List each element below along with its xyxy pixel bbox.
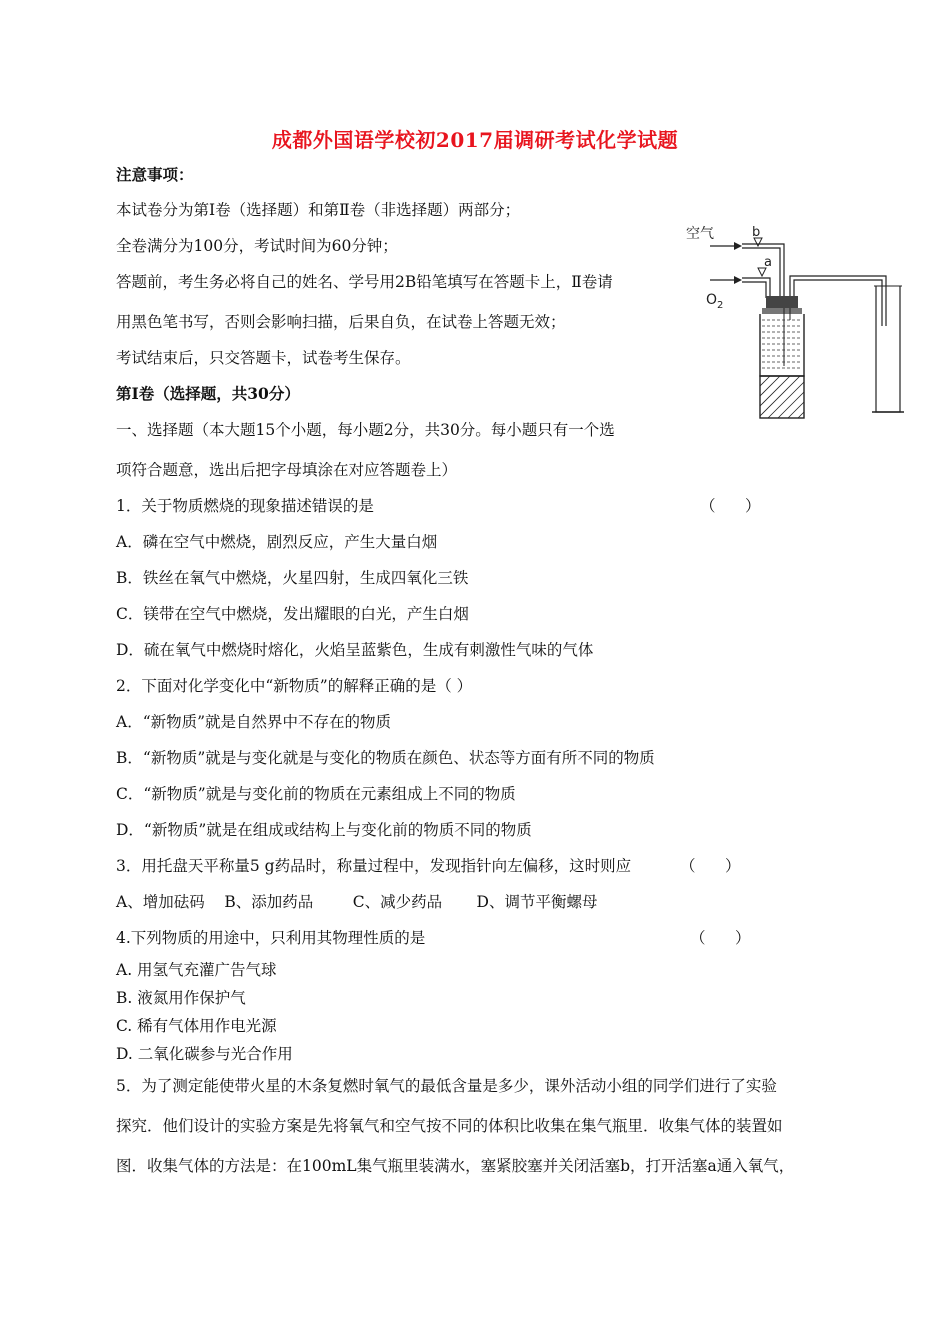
q2-option-a: A．“新物质”就是自然界中不存在的物质 bbox=[116, 713, 392, 731]
q5-line-1: 5．为了测定能使带火星的木条复燃时氧气的最低含量是多少，课外活动小组的同学们进行了实验 bbox=[116, 1077, 777, 1095]
q5-line-2: 探究．他们设计的实验方案是先将氧气和空气按不同的体积比收集在集气瓶里．收集气体的装置如 bbox=[116, 1117, 783, 1135]
apparatus-diagram bbox=[686, 216, 920, 421]
q3-answer-paren: （ ） bbox=[680, 857, 741, 875]
q1-option-d: D．硫在氧气中燃烧时熔化，火焰呈蓝紫色，生成有刺激性气味的气体 bbox=[116, 641, 594, 659]
section1-heading: 第Ⅰ卷（选择题，共30分） bbox=[116, 384, 300, 403]
valve-a-label: a bbox=[764, 255, 772, 270]
q1-stem: 1．关于物质燃烧的现象描述错误的是 bbox=[116, 497, 374, 515]
notice-line-4: 用黑色笔书写，否则会影响扫描，后果自负，在试卷上答题无效； bbox=[116, 313, 566, 331]
q4-stem: 4.下列物质的用途中，只利用其物理性质的是 bbox=[116, 929, 426, 947]
q4-option-b: B. 液氮用作保护气 bbox=[116, 989, 246, 1007]
q5-line-3: 图．收集气体的方法是：在100mL集气瓶里装满水，塞紧胶塞并关闭活塞b，打开活塞a通入氧气， bbox=[116, 1157, 795, 1175]
page-title: 成都外国语学校初2017届调研考试化学试题 bbox=[271, 128, 679, 152]
q4-option-a: A. 用氢气充灌广告气球 bbox=[116, 961, 277, 979]
q1-option-b: B．铁丝在氧气中燃烧，火星四射，生成四氧化三铁 bbox=[116, 569, 469, 587]
notice-heading: 注意事项： bbox=[116, 165, 194, 184]
q1-option-a: A．磷在空气中燃烧，剧烈反应，产生大量白烟 bbox=[116, 533, 438, 551]
q2-option-d: D．“新物质”就是在组成或结构上与变化前的物质不同的物质 bbox=[116, 821, 532, 839]
valve-b-label: b bbox=[752, 225, 761, 240]
notice-line-1: 本试卷分为第Ⅰ卷（选择题）和第Ⅱ卷（非选择题）两部分； bbox=[116, 201, 521, 219]
notice-line-3: 答题前，考生务必将自己的姓名、学号用2B铅笔填写在答题卡上，Ⅱ卷请 bbox=[116, 273, 613, 291]
gas-collection-apparatus-figure bbox=[686, 216, 920, 421]
section1-intro-line-2: 项符合题意，选出后把字母填涂在对应答题卷上） bbox=[116, 461, 458, 479]
q4-answer-paren: （ ） bbox=[690, 929, 751, 947]
q1-option-c: C．镁带在空气中燃烧，发出耀眼的白光，产生白烟 bbox=[116, 605, 469, 623]
oxygen-label: $O_2$ bbox=[706, 292, 724, 311]
air-label: 空气 bbox=[686, 226, 714, 242]
section1-intro-line-1: 一、选择题（本大题15个小题，每小题2分，共30分。每小题只有一个选 bbox=[116, 421, 615, 439]
notice-line-2: 全卷满分为100分，考试时间为60分钟； bbox=[116, 237, 398, 255]
q2-stem: 2．下面对化学变化中“新物质”的解释正确的是（ ） bbox=[116, 677, 473, 695]
q2-option-b: B．“新物质”就是与变化就是与变化的物质在颜色、状态等方面有所不同的物质 bbox=[116, 749, 655, 767]
q4-option-d: D. 二氧化碳参与光合作用 bbox=[116, 1045, 293, 1063]
notice-line-5: 考试结束后，只交答题卡，试卷考生保存。 bbox=[116, 349, 411, 367]
q1-answer-paren: （ ） bbox=[700, 497, 761, 515]
q3-stem: 3．用托盘天平称量5 g药品时，称量过程中，发现指针向左偏移，这时则应 bbox=[116, 857, 632, 875]
q4-option-c: C. 稀有气体用作电光源 bbox=[116, 1017, 277, 1035]
q2-option-c: C．“新物质”就是与变化前的物质在元素组成上不同的物质 bbox=[116, 785, 516, 803]
q3-options: A、增加砝码 B、添加药品 C、减少药品 D、调节平衡螺母 bbox=[116, 893, 598, 911]
